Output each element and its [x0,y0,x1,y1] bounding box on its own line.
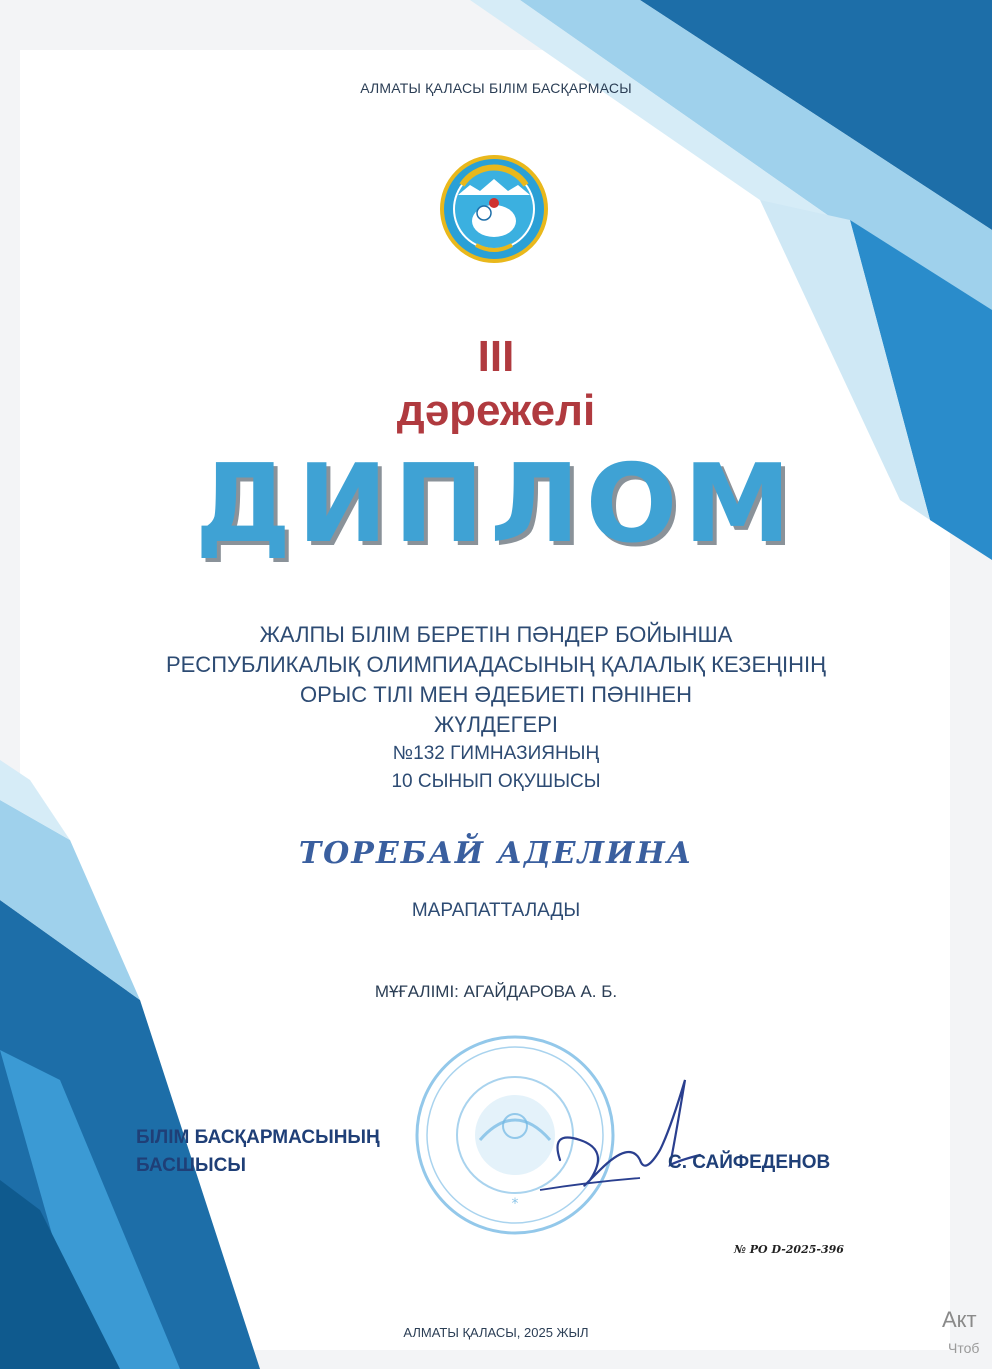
description-line: ЖҮЛДЕГЕРІ [434,712,558,737]
degree-number: III [477,332,515,381]
description-line: 10 СЫНЫП ОҚУШЫСЫ [391,771,601,792]
signer-position-line: БАСШЫСЫ [136,1155,246,1176]
student-name: ТОРЕБАЙ АДЕЛИНА [298,836,694,871]
teacher-line: МҰҒАЛІМІ: АГАЙДАРОВА А. Б. [374,982,618,1001]
degree-word: дәрежелі [396,386,596,435]
registration-number: № РО D-2025-396 [734,1243,844,1256]
award-description [60,620,932,796]
awarded-text: МАРАПАТТАЛАДЫ [411,900,581,921]
description-line: №132 ГИМНАЗИЯНЫҢ [392,743,600,764]
description-line: РЕСПУБЛИКАЛЫҚ ОЛИМПИАДАСЫНЫҢ ҚАЛАЛЫҚ КЕЗЕҢІНІҢ [165,652,827,677]
activation-watermark-title: Акт [942,1307,977,1332]
signature-icon [520,1070,720,1210]
signer-position-line: БІЛІМ БАСҚАРМАСЫНЫҢ [136,1127,380,1148]
svg-text:*: * [511,1196,519,1212]
almaty-coat-of-arms-icon [440,155,548,263]
signer-name: С. САЙФЕДЕНОВ [668,1152,831,1173]
diploma-title: ДИПЛОМ [195,442,797,567]
footer-place-year: АЛМАТЫ ҚАЛАСЫ, 2025 ЖЫЛ [403,1325,589,1340]
signer-position [136,1124,380,1180]
description-line: ЖАЛПЫ БІЛІМ БЕРЕТІН ПӘНДЕР БОЙЫНША [259,622,733,647]
activation-watermark-sub: Чтоб [948,1340,980,1356]
description-line: ОРЫС ТІЛІ МЕН ӘДЕБИЕТІ ПӘНІНЕН [299,682,692,707]
issuer-header: АЛМАТЫ ҚАЛАСЫ БІЛІМ БАСҚАРМАСЫ [360,80,632,96]
